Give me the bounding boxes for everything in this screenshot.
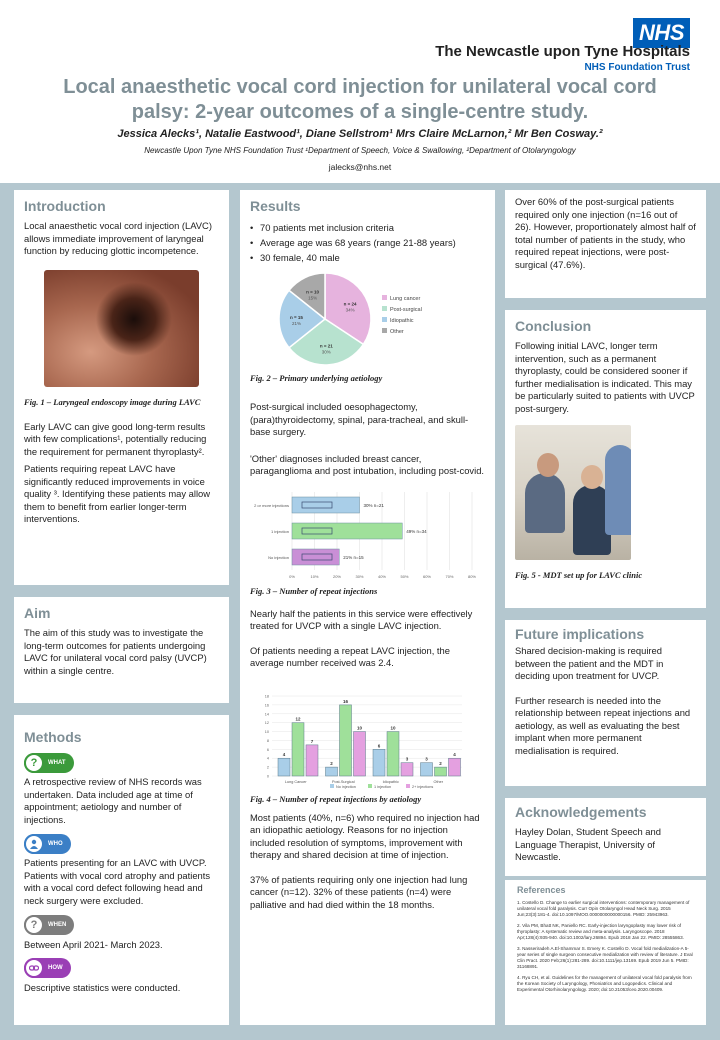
legend-swatch bbox=[330, 784, 334, 788]
link-icon bbox=[24, 958, 44, 978]
bar bbox=[278, 758, 290, 776]
bar-data-label: 49% n=34 bbox=[406, 528, 427, 534]
aim-text: The aim of this study was to investigate the long-term outcomes for patients undergoing LAVC for unilateral vocal cord palsy (UVCP) within a single centre. bbox=[24, 627, 207, 676]
bar-data-label: 10 bbox=[356, 725, 363, 731]
intro-paragraph-1: Local anaesthetic vocal cord injection (LAVC) allows immediate improvement of laryngeal function by reducing glottic incompetence. bbox=[24, 220, 212, 256]
mdt-clinic-photo bbox=[515, 425, 631, 560]
pie-percent-label: 15% bbox=[308, 295, 318, 301]
how-badge bbox=[24, 958, 71, 978]
legend-label: Other bbox=[390, 329, 404, 335]
acknowledgements-text: Hayley Dolan, Student Speech and Language Therapist, University of Newcastle. bbox=[515, 826, 661, 862]
bar bbox=[292, 523, 402, 539]
category-label: Lung Cancer bbox=[284, 779, 307, 784]
y-tick-label: 4 bbox=[266, 756, 269, 761]
x-tick-label: 30% bbox=[355, 573, 364, 579]
bar bbox=[387, 731, 399, 775]
pie-percent-label: 21% bbox=[291, 321, 301, 326]
y-tick-label: 10 bbox=[264, 729, 269, 734]
legend-label: No injection bbox=[336, 784, 356, 789]
nhs-logo: NHS bbox=[633, 18, 690, 48]
legend-swatch bbox=[382, 328, 387, 333]
single-injection-text: Nearly half the patients in this service were effectively treated for UVCP with a single LAVC injection. bbox=[250, 607, 473, 631]
trust-subtitle: NHS Foundation Trust bbox=[584, 62, 690, 73]
bar bbox=[340, 704, 352, 775]
intro-paragraph-2: Early LAVC can give good long-term results with few complications¹, potentially reducing the requirement for permanent thyroplasty². bbox=[24, 420, 207, 457]
category-label: No injection bbox=[268, 554, 289, 560]
laryngeal-endoscopy-image bbox=[44, 270, 199, 387]
authors: Jessica Alecks¹, Natalie Eastwood¹, Diane Sellstrom¹ Mrs Claire McLarnon,² Mr Ben Cosway.² bbox=[117, 128, 603, 140]
affiliation: Newcastle Upon Tyne NHS Foundation Trust ¹Department of Speech, Voice & Swallowing, ²Department of Otolaryngology bbox=[144, 146, 576, 155]
when-badge bbox=[24, 915, 74, 935]
future-implications-panel bbox=[505, 620, 706, 786]
bar bbox=[306, 744, 318, 775]
pie-slice-label: n = 24 bbox=[343, 301, 357, 307]
legend-swatch bbox=[382, 295, 387, 300]
what-badge bbox=[24, 753, 74, 773]
reference-item: 4. Ryu CH, et al. Guidelines for the management of unilateral vocal fold paralysis from the Korean Society of Laryngology, Phoniatrics and Logopedics. Clinical and Experimental Otorhinolaryngology. 2020; doi:10.21053/ceo.2020.00409. bbox=[517, 975, 692, 992]
y-tick-label: 8 bbox=[266, 738, 269, 743]
x-tick-label: 0% bbox=[289, 573, 295, 579]
fig1-caption: Fig. 1 – Laryngeal endoscopy image during LAVC bbox=[24, 396, 201, 407]
future-paragraph-1: Shared decision-making is required between the patient and the MDT in deciding upon treatment for UVCP. bbox=[515, 645, 664, 681]
x-tick-label: 80% bbox=[467, 573, 477, 579]
pie-slice-label: n = 21 bbox=[319, 343, 333, 349]
results-continued-panel bbox=[505, 190, 706, 298]
what-text: A retrospective review of NHS records was undertaken. Data included age at time of appointment; aetiology and number of injections. bbox=[24, 776, 202, 825]
person-icon bbox=[24, 834, 44, 854]
idiopathic-text: Most patients (40%, n=6) who required no injection had an idiopathic aetiology. Reasons for no injection included resolution of symptoms, improvement with therapy and shared decision at time of injection. bbox=[250, 811, 480, 860]
legend-swatch bbox=[382, 306, 387, 311]
results-bullet: • 70 patients met inclusion criteria bbox=[250, 220, 485, 235]
aim-heading: Aim bbox=[24, 605, 51, 621]
repeat-injections-bar-chart bbox=[250, 486, 485, 584]
x-tick-label: 70% bbox=[445, 573, 454, 579]
question-icon: ? bbox=[24, 915, 44, 935]
y-tick-label: 14 bbox=[264, 711, 269, 716]
who-badge bbox=[24, 834, 71, 854]
contact-email[interactable]: jalecks@nhs.net bbox=[328, 162, 392, 172]
other-diagnoses-text: 'Other' diagnoses included breast cancer, paraganglioma and post intubation, including post-covid. bbox=[250, 452, 485, 476]
methods-heading: Methods bbox=[24, 729, 82, 745]
injections-by-aetiology-chart bbox=[250, 680, 485, 792]
results-bullets bbox=[250, 220, 485, 265]
reference-item: 3. Nasseriradeh A.El-Shammar S. Emery K. Costello D. Vocal fold medialization-A 5-year series of single surgeon consecutive medialization with review of literature. J Eval Clin Pract. 2020 Feb;26(1):281-289. doi:10.1111/jep.13169. Epub 2019 Jun 5. PMID: 31168891. bbox=[517, 946, 693, 969]
who-badge-label: WHO bbox=[48, 841, 63, 847]
how-badge-label: HOW bbox=[48, 964, 63, 971]
references-heading: References bbox=[517, 885, 566, 895]
bar-data-label: 3 bbox=[405, 756, 409, 762]
category-label: 2 or more injections bbox=[254, 502, 289, 508]
legend-label: Lung cancer bbox=[390, 296, 421, 302]
acknowledgements-heading: Acknowledgements bbox=[515, 804, 647, 820]
reference-item: 1. Costello D. Change to earlier surgical interventions: contemporary management of unilateral vocal fold paralysis. Curr Opin Otolaryngol Head Neck Surg. 2015 Jun;23(3):181-4. doi:10.1097/MOO.0000000000000156. PMID: 25943963. bbox=[517, 900, 690, 917]
legend-swatch bbox=[406, 784, 410, 788]
category-label: Post-Surgical bbox=[331, 779, 355, 784]
legend-label: 1 injection bbox=[374, 784, 392, 789]
y-tick-label: 16 bbox=[264, 702, 269, 707]
aetiology-pie-chart bbox=[250, 269, 485, 369]
y-tick-label: 2 bbox=[266, 765, 269, 770]
pie-slice-label: n = 15 bbox=[290, 315, 303, 320]
aim-panel bbox=[14, 597, 229, 703]
fig5-caption: Fig. 5 - MDT set up for LAVC clinic bbox=[515, 570, 643, 580]
bar-data-label: 12 bbox=[295, 716, 301, 722]
pie-percent-label: 34% bbox=[345, 307, 355, 313]
introduction-heading: Introduction bbox=[24, 198, 106, 214]
fig4-caption: Fig. 4 – Number of repeat injections by aetiology bbox=[250, 793, 422, 804]
when-text: Between April 2021- March 2023. bbox=[24, 939, 163, 950]
conclusion-panel bbox=[505, 310, 706, 608]
y-tick-label: 18 bbox=[264, 694, 269, 698]
fig2-caption: Fig. 2 – Primary underlying aetiology bbox=[250, 373, 383, 383]
how-text: Descriptive statistics were conducted. bbox=[24, 981, 181, 993]
pie-percent-label: 30% bbox=[321, 349, 331, 355]
post-surgical-text: Post-surgical included oesophagectomy, (para)thyroidectomy, spinal, para-tracheal, and skull-base surgery. bbox=[250, 401, 469, 437]
bar-data-label: 2 bbox=[330, 760, 333, 766]
bar-data-label: 10 bbox=[390, 725, 396, 731]
results-panel bbox=[240, 190, 495, 1025]
when-badge-label: WHEN bbox=[48, 922, 67, 928]
category-label: Idiopathic bbox=[382, 779, 399, 784]
intro-paragraph-3: Patients requiring repeat LAVC have significantly reduced improvements in voice quality ³. Identifying these patients may allow them to benefit from earlier longer-term interventions. bbox=[24, 463, 211, 524]
bar-data-label: 4 bbox=[453, 751, 456, 757]
legend-label: Idiopathic bbox=[390, 318, 414, 324]
bar-data-label: 16 bbox=[342, 698, 349, 704]
fig3-caption: Fig. 3 – Number of repeat injections bbox=[250, 585, 378, 596]
future-paragraph-2: Further research is needed into the relationship between repeat injections and aetiology, as well as evaluating the best implant when more permanent medialisation is required. bbox=[515, 694, 691, 756]
bar bbox=[373, 749, 385, 776]
bar bbox=[354, 731, 366, 775]
who-text: Patients presenting for an LAVC with UVCP. Patients with vocal cord atrophy and patients with a vocal cord defect following head and neck surgery were excluded. bbox=[24, 857, 211, 906]
bar bbox=[401, 762, 413, 775]
legend-label: 2+ injections bbox=[412, 784, 434, 789]
y-tick-label: 6 bbox=[266, 747, 269, 752]
x-tick-label: 60% bbox=[422, 573, 432, 579]
bar-data-label: 2 bbox=[439, 760, 442, 766]
future-implications-heading: Future implications bbox=[515, 626, 645, 642]
y-tick-label: 0 bbox=[266, 774, 269, 778]
lung-cancer-text: 37% of patients requiring only one injection had lung cancer (n=12). 32% of these patients (n=4) were palliative and had died within the 18 months. bbox=[250, 873, 468, 910]
references-panel bbox=[505, 880, 706, 1025]
x-tick-label: 10% bbox=[310, 573, 319, 579]
results-bullet: • 30 female, 40 male bbox=[250, 250, 485, 265]
bar bbox=[435, 767, 447, 776]
category-label: 1 injection bbox=[270, 528, 289, 534]
results-bullet: • Average age was 68 years (range 21-88 years) bbox=[250, 235, 485, 250]
bar-data-label: 4 bbox=[282, 751, 286, 757]
bar-data-label: 3 bbox=[425, 756, 428, 762]
bar bbox=[449, 758, 461, 776]
poster-title: Local anaesthetic vocal cord injection for unilateral vocal cord palsy: 2-year outcomes of a single-centre study. bbox=[63, 76, 657, 123]
question-icon: ? bbox=[24, 753, 44, 773]
poster-header bbox=[0, 0, 720, 183]
bar-data-label: 7 bbox=[310, 738, 314, 744]
bar bbox=[421, 762, 433, 775]
x-tick-label: 20% bbox=[332, 573, 342, 579]
trust-name: The Newcastle upon Tyne Hospitals bbox=[435, 43, 690, 60]
bar-data-label: 6 bbox=[377, 742, 381, 748]
bar-data-label: 21% n=15 bbox=[343, 554, 364, 560]
legend-swatch bbox=[382, 317, 387, 322]
post-surgical-summary: Over 60% of the post-surgical patients required only one injection (n=16 out of 26). However, proportionately almost half of total number of patients in the study, who required repeat injections, were post-surgical (47.6%). bbox=[515, 196, 696, 270]
average-injections-text: Of patients needing a repeat LAVC injection, the average number received was 2.4. bbox=[250, 644, 450, 668]
legend-swatch bbox=[368, 784, 372, 788]
category-label: Other bbox=[433, 779, 443, 784]
pie-slice-label: n = 10 bbox=[306, 289, 320, 295]
acknowledgements-panel bbox=[505, 798, 706, 876]
bar-data-label: 30% n=21 bbox=[363, 502, 384, 508]
legend-label: Post-surgical bbox=[390, 307, 422, 313]
what-badge-label: WHAT bbox=[48, 760, 66, 766]
y-tick-label: 12 bbox=[264, 720, 269, 725]
bar bbox=[326, 767, 338, 776]
conclusion-text: Following initial LAVC, longer term intervention, such as a permanent thyroplasty, could be considered sooner if further medialisation is indicated. This may be particularly suited to patients with UVCP post-surgery. bbox=[515, 340, 695, 414]
methods-panel bbox=[14, 715, 229, 1025]
x-tick-label: 40% bbox=[377, 573, 387, 579]
reference-item: 2. Vila PM, Bhatt NK, Paniello RC. Early-injection laryngoplasty may lower risk of thyroplasty: A systematic review and meta-analysis. Laryngoscope. 2018 Apr;128(4):935-940. doi:10.1002/lary.26894. Epub 2018 Jan 22. PMID: 28555863. bbox=[517, 923, 684, 940]
results-heading: Results bbox=[250, 198, 301, 214]
bar bbox=[292, 722, 304, 775]
introduction-panel bbox=[14, 190, 229, 585]
x-tick-label: 50% bbox=[400, 573, 409, 579]
conclusion-heading: Conclusion bbox=[515, 318, 592, 334]
